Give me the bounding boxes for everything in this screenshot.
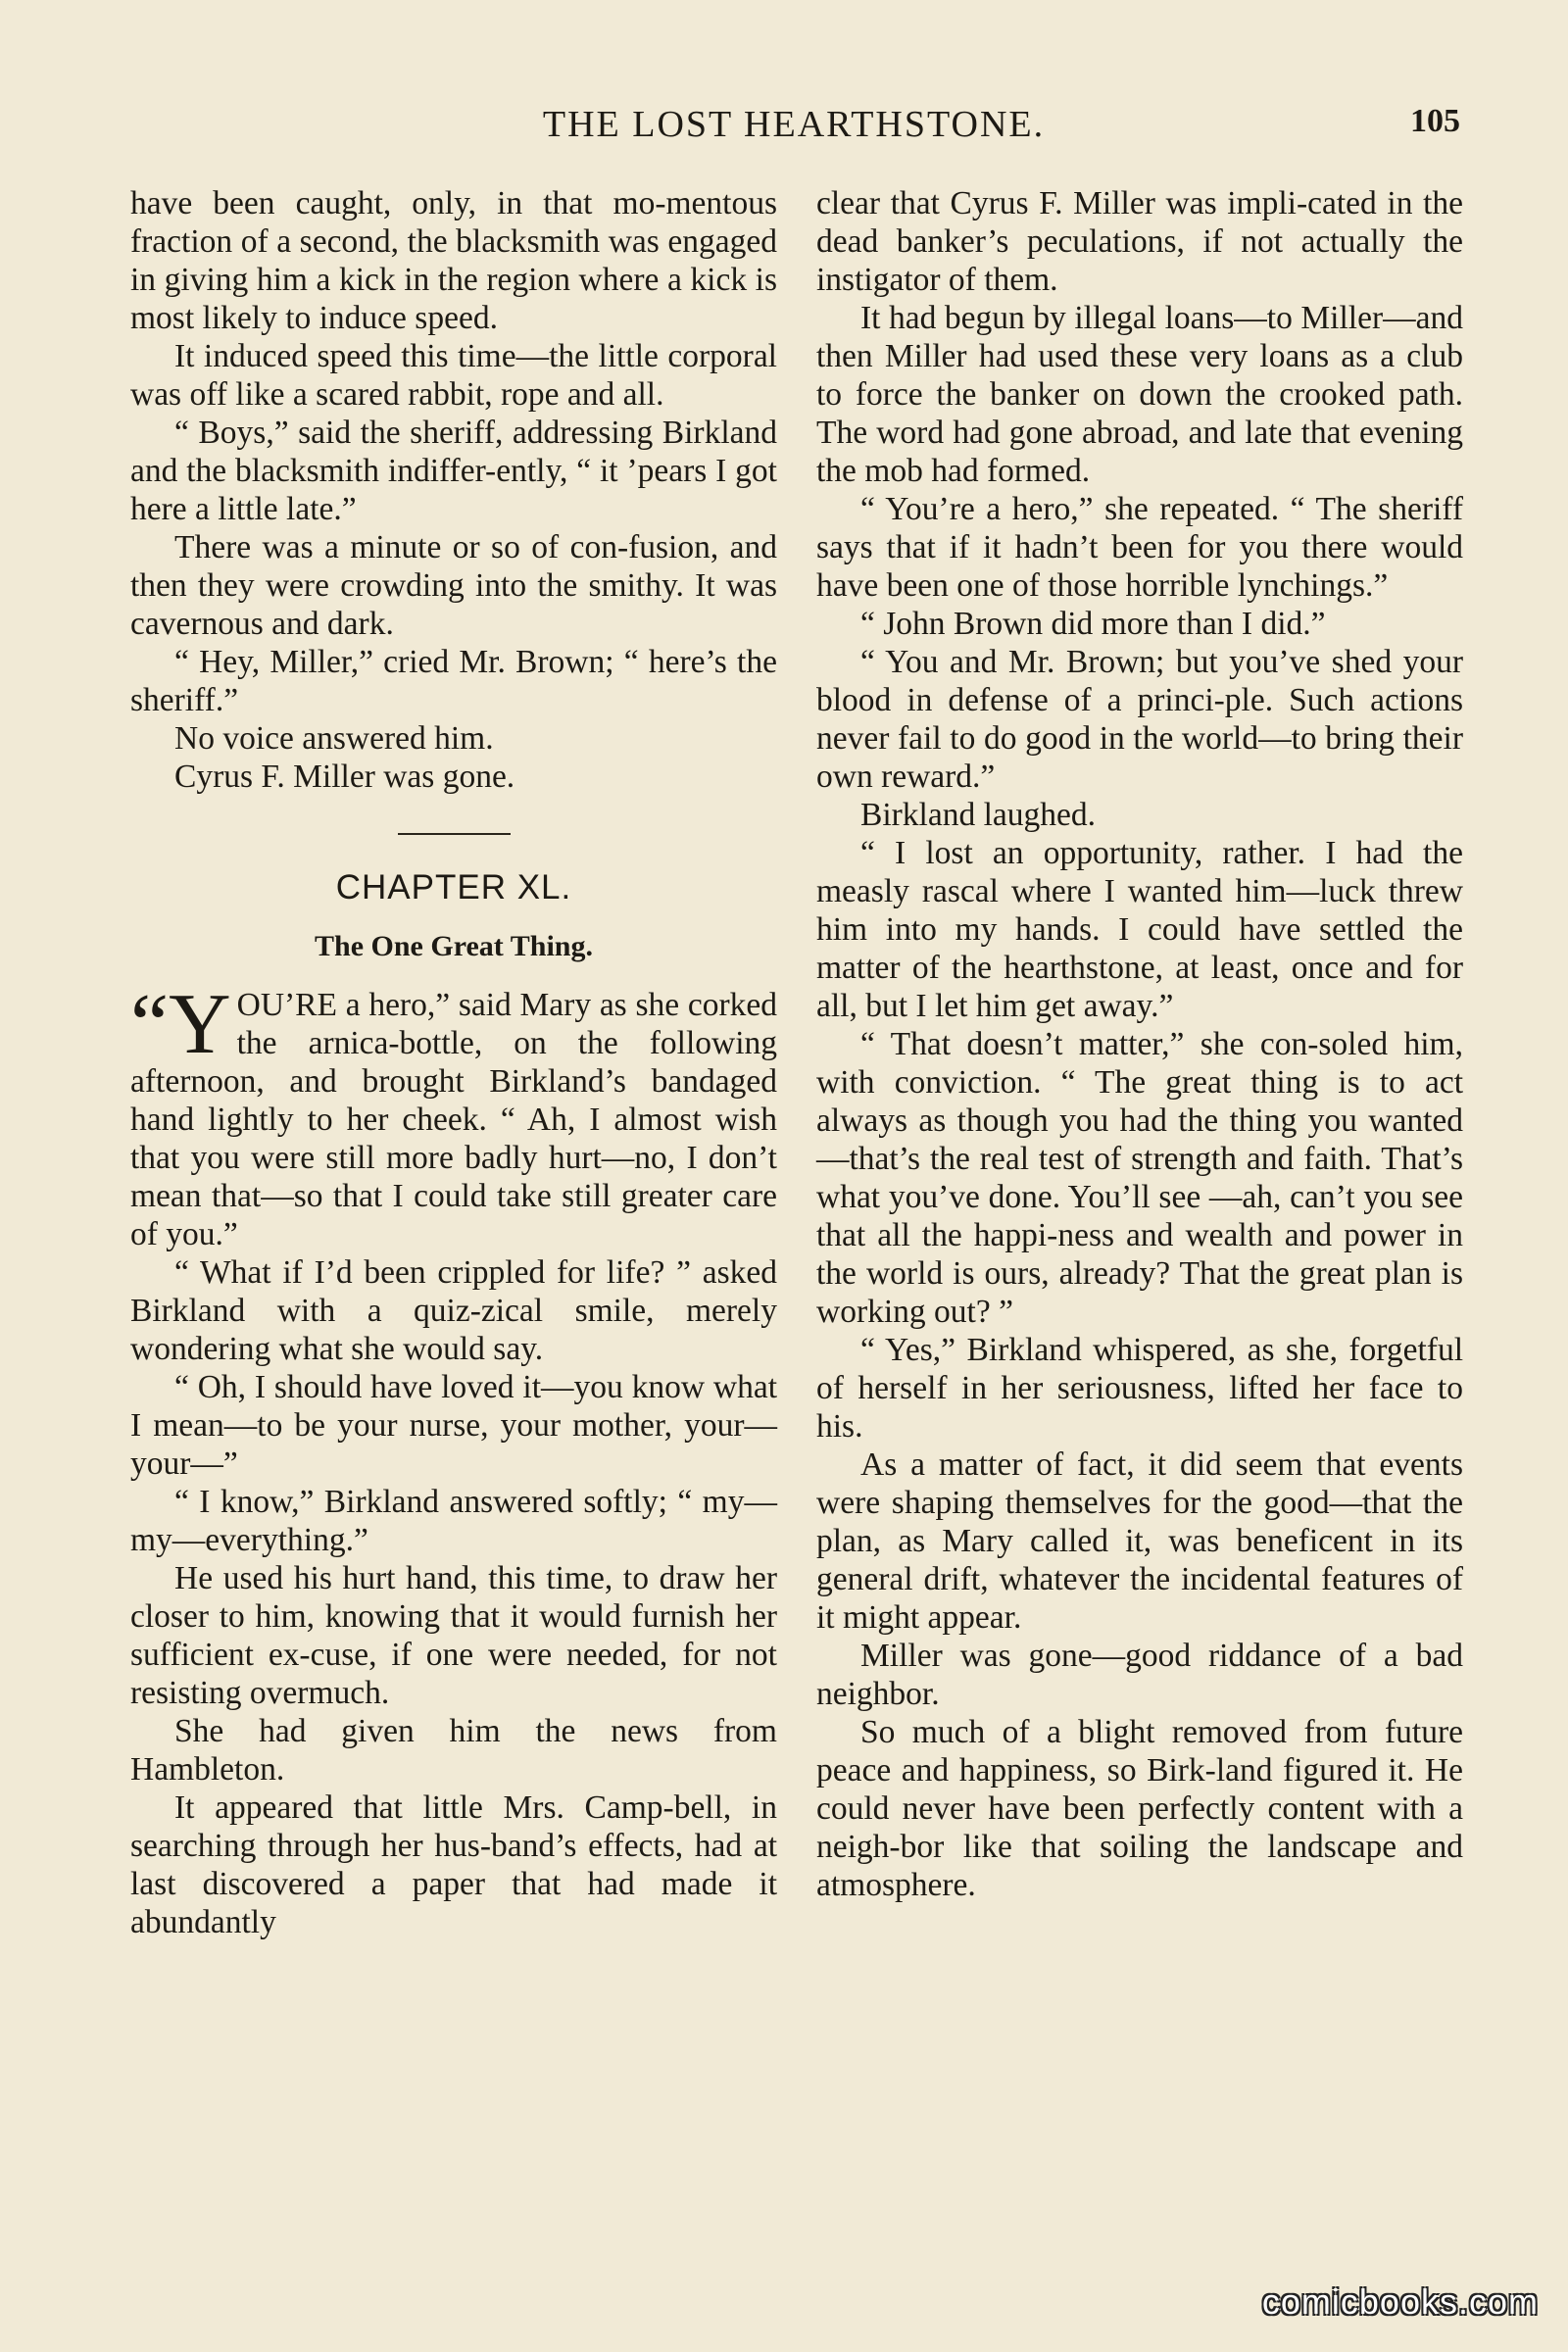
opening-paragraph-text: OU’RE a hero,” said Mary as she corked the arnica-bottle, on the following afternoon, and brought Birkland’s bandaged hand lightly to her cheek. “ Ah, I almost wish that you were still more badly hurt—no, I don’t mean that—so that I could take still greater care of you.” xyxy=(130,987,777,1252)
paragraph: Miller was gone—good riddance of a bad neighbor. xyxy=(816,1638,1463,1712)
site-watermark: comicbooks.com xyxy=(1261,2281,1539,2322)
page-number: 105 xyxy=(1410,103,1460,139)
paragraph: Birkland laughed. xyxy=(860,797,1097,833)
paragraph: “ I lost an opportunity, rather. I had the measly rascal where I wanted him—luck threw him into my hands. I could have settled the matter of the hearthstone, at least, once and for all, but I let him get away.” xyxy=(816,835,1463,1024)
paragraph: Cyrus F. Miller was gone. xyxy=(174,759,515,795)
paragraph: “ I know,” Birkland answered softly; “ my—my—everything.” xyxy=(130,1484,777,1558)
chapter-heading: CHAPTER XL. xyxy=(335,868,572,906)
section-divider xyxy=(398,833,511,835)
paragraph: It appeared that little Mrs. Camp-bell, in searching through her hus-band’s effects, had at last discovered a paper that had made it abundantly xyxy=(130,1789,777,1940)
paragraph: No voice answered him. xyxy=(174,720,494,757)
paragraph: He used his hurt hand, this time, to draw her closer to him, knowing that it would furnish her sufficient ex-cuse, if one were needed, for not resisting overmuch. xyxy=(130,1560,777,1711)
paragraph: It induced speed this time—the little corporal was off like a scared rabbit, rope and all. xyxy=(130,338,777,413)
running-title: THE LOST HEARTHSTONE. xyxy=(542,104,1046,145)
paragraph: have been caught, only, in that mo-mentous fraction of a second, the blacksmith was engaged in giving him a kick in the region where a kick is most likely to induce speed. xyxy=(130,185,777,336)
paragraph: It had begun by illegal loans—to Miller—and then Miller had used these very loans as a club to force the banker on down the crooked path. The word had gone abroad, and late that evening the mob had formed. xyxy=(816,300,1463,489)
paragraph: So much of a blight removed from future peace and happiness, so Birk-land figured it. He could never have been perfectly content with a neigh-bor like that soiling the landscape and atmosphere. xyxy=(816,1714,1463,1903)
left-column xyxy=(130,184,777,1941)
paragraph: “ You’re a hero,” she repeated. “ The sheriff says that if it hadn’t been for you there would have been one of those horrible lynchings.” xyxy=(816,491,1463,604)
paragraph: “ Oh, I should have loved it—you know what I mean—to be your nurse, your mother, your—your—” xyxy=(130,1369,777,1482)
paragraph: clear that Cyrus F. Miller was impli-cated in the dead banker’s peculations, if not actually the instigator of them. xyxy=(816,185,1463,298)
paragraph: There was a minute or so of con-fusion, and then they were crowding into the smithy. It was cavernous and dark. xyxy=(130,529,777,642)
drop-cap xyxy=(130,977,237,1072)
opening-paragraph xyxy=(130,977,777,1253)
paragraph: “ Yes,” Birkland whispered, as she, forgetful of herself in her seriousness, lifted her face to his. xyxy=(816,1332,1463,1445)
drop-cap-quote: “ xyxy=(130,977,170,1072)
paragraph: “ That doesn’t matter,” she con-soled him, with conviction. “ The great thing is to act always as though you had the thing you wanted—that’s the real test of strength and faith. That’s what you’ve done. You’ll see —ah, can’t you see that all the happi-ness and wealth and power in the world is ours, already? That the great plan is working out? ” xyxy=(816,1026,1463,1330)
paragraph: “ What if I’d been crippled for life? ” asked Birkland with a quiz-zical smile, merely wondering what she would say. xyxy=(130,1254,777,1367)
drop-cap-letter: Y xyxy=(169,977,231,1072)
paragraph: As a matter of fact, it did seem that events were shaping themselves for the good—that the plan, as Mary called it, was beneficent in its general drift, whatever the incidental features of it might appear. xyxy=(816,1446,1463,1636)
paragraph: She had given him the news from Hambleton. xyxy=(130,1713,777,1788)
paragraph: “ Boys,” said the sheriff, addressing Birkland and the blacksmith indiffer-ently, “ it ’pears I got here a little late.” xyxy=(130,415,777,527)
chapter-subtitle: The One Great Thing. xyxy=(315,930,593,962)
paragraph: “ Hey, Miller,” cried Mr. Brown; “ here’s the sheriff.” xyxy=(130,644,777,718)
page-header xyxy=(127,103,1460,152)
right-column xyxy=(816,184,1463,1904)
paragraph: “ You and Mr. Brown; but you’ve shed your blood in defense of a princi-ple. Such actions never fail to do good in the world—to bring their own reward.” xyxy=(816,644,1463,795)
paragraph: “ John Brown did more than I did.” xyxy=(860,606,1326,642)
